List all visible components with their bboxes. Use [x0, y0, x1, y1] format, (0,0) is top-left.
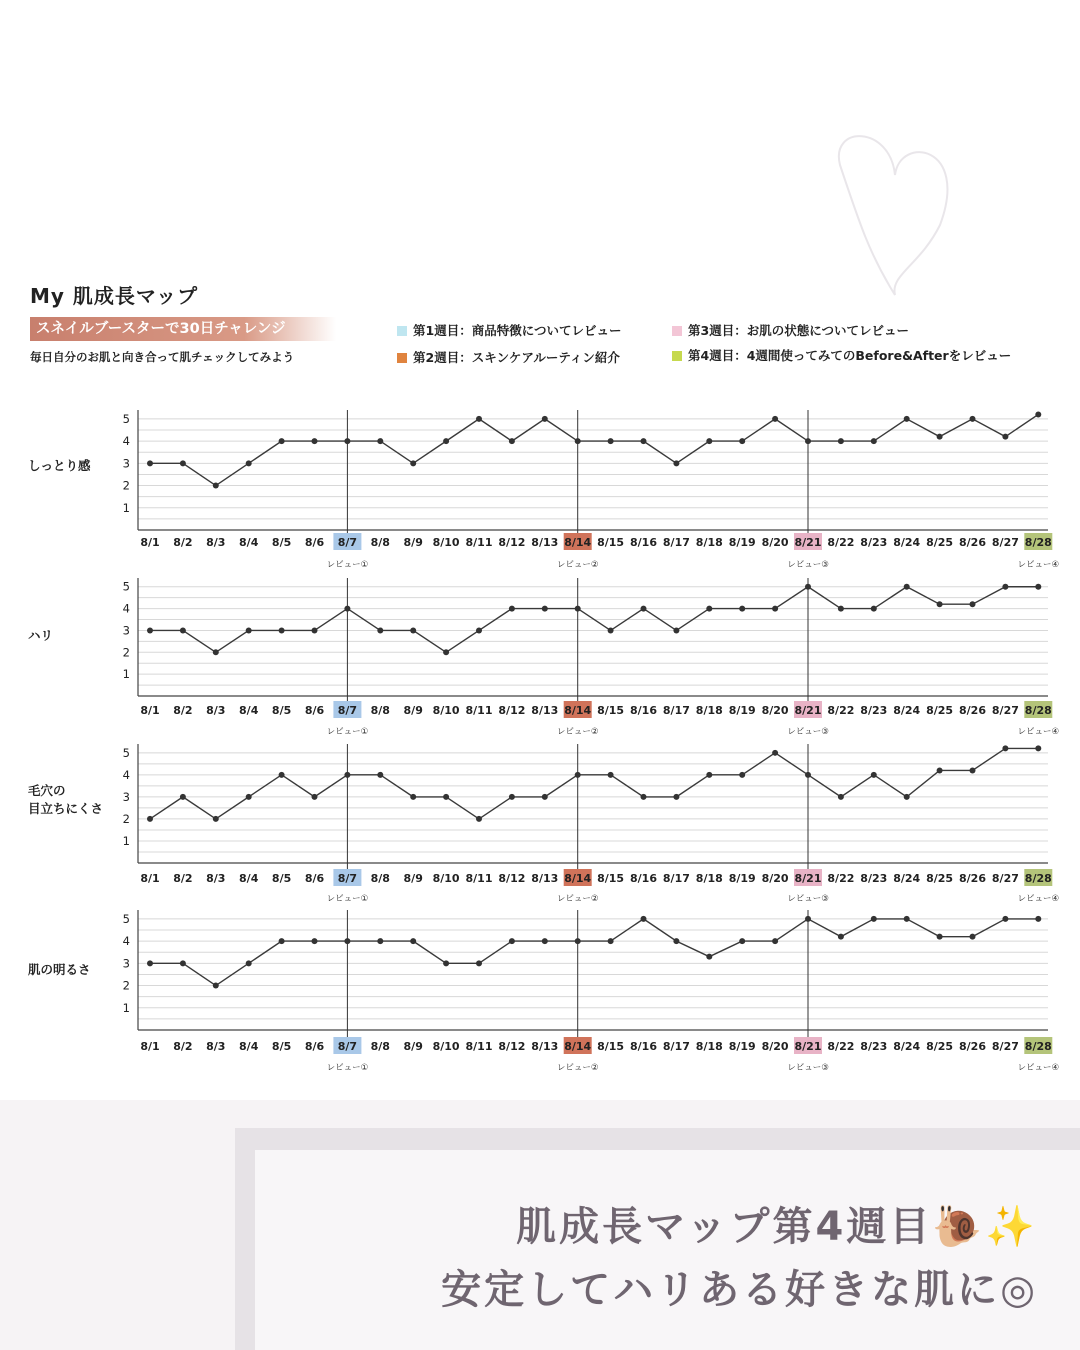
x-tick-label: 8/7: [337, 536, 358, 549]
data-point: [1002, 745, 1008, 751]
x-tick-label: 8/25: [926, 704, 954, 717]
x-tick-label: 8/15: [597, 1040, 625, 1053]
x-tick-label: 8/10: [432, 704, 460, 717]
x-tick-label: 8/18: [695, 872, 723, 885]
data-point: [871, 916, 877, 922]
review-label: レビュー②: [556, 894, 599, 904]
y-tick-label: 1: [122, 500, 130, 515]
x-tick-label: 8/8: [370, 704, 390, 717]
data-point: [904, 416, 910, 422]
data-point: [410, 460, 416, 466]
x-tick-label: 8/17: [662, 872, 690, 885]
data-point: [1002, 434, 1008, 440]
x-tick-label: 8/6: [304, 536, 325, 549]
x-tick-label: 8/14: [564, 1040, 592, 1053]
data-point: [246, 460, 252, 466]
x-tick-label: 8/13: [531, 536, 559, 549]
data-point: [443, 794, 449, 800]
x-tick-label: 8/12: [498, 536, 526, 549]
data-point: [673, 627, 679, 633]
y-tick-label: 2: [122, 978, 130, 993]
data-point: [1035, 411, 1041, 417]
x-tick-label: 8/4: [239, 536, 259, 549]
y-tick-label: 3: [122, 456, 130, 471]
x-tick-label: 8/11: [465, 872, 493, 885]
x-tick-label: 8/7: [337, 704, 358, 717]
data-point: [476, 416, 482, 422]
x-tick-label: 8/24: [893, 536, 921, 549]
x-tick-label: 8/12: [498, 704, 526, 717]
data-point: [673, 794, 679, 800]
data-point: [706, 954, 712, 960]
x-tick-label: 8/5: [271, 1040, 292, 1053]
x-tick-label: 8/24: [893, 1040, 921, 1053]
data-point: [772, 606, 778, 612]
legend-label-week2: 第2週目：スキンケアルーティン紹介: [413, 350, 620, 365]
data-point: [344, 606, 350, 612]
y-axis-label: 毛穴の: [28, 783, 66, 798]
message-line-2: 安定してハリある好きな肌に◎: [441, 1267, 1038, 1313]
page-title: My 肌成長マップ: [30, 284, 199, 308]
review-label: レビュー③: [787, 1063, 829, 1073]
x-tick-label: 8/22: [827, 872, 855, 885]
review-label: レビュー④: [1017, 894, 1060, 904]
data-point: [772, 750, 778, 756]
y-axis-label: ハリ: [28, 628, 54, 643]
x-tick-label: 8/19: [728, 704, 756, 717]
data-point: [608, 938, 614, 944]
x-tick-label: 8/22: [827, 1040, 855, 1053]
message-line-1: 肌成長マップ第4週目🐌✨: [516, 1204, 1038, 1250]
data-point: [377, 772, 383, 778]
data-point: [706, 772, 712, 778]
x-tick-label: 8/9: [403, 872, 423, 885]
y-tick-label: 5: [122, 745, 130, 760]
x-tick-label: 8/14: [564, 704, 592, 717]
data-point: [937, 767, 943, 773]
data-point: [805, 584, 811, 590]
data-point: [1002, 584, 1008, 590]
y-axis-label: 目立ちにくさ: [28, 801, 104, 816]
data-point: [344, 938, 350, 944]
data-point: [147, 460, 153, 466]
data-point: [377, 438, 383, 444]
data-point: [542, 938, 548, 944]
x-tick-label: 8/8: [370, 536, 390, 549]
x-tick-label: 8/1: [140, 704, 160, 717]
x-tick-label: 8/14: [564, 536, 592, 549]
data-point: [575, 606, 581, 612]
data-point: [542, 416, 548, 422]
data-point: [509, 794, 515, 800]
data-point: [1035, 584, 1041, 590]
review-label: レビュー①: [326, 560, 369, 570]
x-tick-label: 8/16: [630, 872, 657, 885]
x-tick-label: 8/6: [304, 872, 325, 885]
data-point: [246, 794, 252, 800]
data-point: [641, 794, 647, 800]
x-tick-label: 8/24: [893, 704, 921, 717]
data-point: [641, 916, 647, 922]
data-point: [904, 916, 910, 922]
y-tick-label: 3: [122, 623, 130, 638]
data-point: [970, 416, 976, 422]
x-tick-label: 8/16: [630, 704, 657, 717]
data-point: [542, 606, 548, 612]
data-point: [1035, 745, 1041, 751]
x-tick-label: 8/23: [860, 1040, 888, 1053]
x-tick-label: 8/16: [630, 1040, 657, 1053]
x-tick-label: 8/20: [761, 704, 789, 717]
review-label: レビュー②: [556, 560, 599, 570]
legend-label-week3: 第3週目：お肌の状態についてレビュー: [688, 323, 909, 338]
data-point: [838, 438, 844, 444]
x-tick-label: 8/13: [531, 704, 559, 717]
data-point: [344, 772, 350, 778]
x-tick-label: 8/14: [564, 872, 592, 885]
data-point: [904, 794, 910, 800]
x-tick-label: 8/20: [761, 1040, 789, 1053]
data-point: [608, 772, 614, 778]
data-point: [1002, 916, 1008, 922]
data-point: [180, 627, 186, 633]
x-tick-label: 8/3: [206, 536, 226, 549]
y-tick-label: 1: [122, 667, 130, 682]
data-point: [739, 606, 745, 612]
data-point: [772, 938, 778, 944]
x-tick-label: 8/12: [498, 1040, 526, 1053]
data-point: [279, 772, 285, 778]
data-point: [970, 767, 976, 773]
x-tick-label: 8/21: [794, 872, 822, 885]
data-point: [509, 438, 515, 444]
review-label: レビュー③: [787, 560, 829, 570]
data-point: [147, 960, 153, 966]
x-tick-label: 8/15: [597, 704, 625, 717]
data-point: [312, 438, 318, 444]
review-label: レビュー③: [787, 727, 829, 737]
x-tick-label: 8/28: [1024, 704, 1052, 717]
data-point: [805, 772, 811, 778]
x-tick-label: 8/2: [173, 1040, 193, 1053]
y-tick-label: 4: [122, 767, 130, 782]
y-tick-label: 4: [122, 601, 130, 616]
y-tick-label: 5: [122, 911, 130, 926]
x-tick-label: 8/4: [239, 872, 259, 885]
x-tick-label: 8/25: [926, 872, 954, 885]
x-tick-label: 8/3: [206, 704, 226, 717]
x-tick-label: 8/10: [432, 536, 460, 549]
x-tick-label: 8/19: [728, 536, 756, 549]
y-tick-label: 3: [122, 789, 130, 804]
data-point: [739, 938, 745, 944]
y-tick-label: 4: [122, 434, 130, 449]
data-point: [476, 627, 482, 633]
review-label: レビュー②: [556, 727, 599, 737]
data-point: [246, 960, 252, 966]
y-tick-label: 5: [122, 579, 130, 594]
x-tick-label: 8/20: [761, 872, 789, 885]
x-tick-label: 8/1: [140, 536, 160, 549]
data-point: [838, 934, 844, 940]
data-point: [410, 794, 416, 800]
data-point: [443, 649, 449, 655]
x-tick-label: 8/26: [959, 536, 986, 549]
data-point: [739, 438, 745, 444]
data-point: [312, 627, 318, 633]
data-point: [641, 438, 647, 444]
x-tick-label: 8/25: [926, 536, 954, 549]
data-point: [871, 606, 877, 612]
x-tick-label: 8/1: [140, 872, 160, 885]
x-tick-label: 8/12: [498, 872, 526, 885]
data-point: [476, 960, 482, 966]
x-tick-label: 8/9: [403, 536, 423, 549]
legend-label-week1: 第1週目：商品特徴についてレビュー: [413, 323, 622, 338]
data-point: [279, 438, 285, 444]
data-point: [805, 438, 811, 444]
x-tick-label: 8/16: [630, 536, 657, 549]
x-tick-label: 8/21: [794, 536, 822, 549]
y-tick-label: 2: [122, 645, 130, 660]
challenge-banner: スネイルブースターで30日チャレンジ: [30, 317, 336, 341]
data-point: [147, 627, 153, 633]
y-axis-label: しっとり感: [28, 458, 91, 473]
data-point: [213, 649, 219, 655]
review-label: レビュー①: [326, 894, 369, 904]
x-tick-label: 8/15: [597, 872, 625, 885]
y-tick-label: 5: [122, 411, 130, 426]
data-point: [312, 938, 318, 944]
x-tick-label: 8/3: [206, 872, 226, 885]
x-tick-label: 8/9: [403, 1040, 423, 1053]
data-point: [608, 627, 614, 633]
x-tick-label: 8/10: [432, 1040, 460, 1053]
x-tick-label: 8/6: [304, 704, 325, 717]
x-tick-label: 8/27: [991, 704, 1019, 717]
x-tick-label: 8/11: [465, 1040, 493, 1053]
review-label: レビュー③: [787, 894, 829, 904]
x-tick-label: 8/18: [695, 1040, 723, 1053]
x-tick-label: 8/22: [827, 536, 855, 549]
x-tick-label: 8/19: [728, 872, 756, 885]
data-point: [279, 627, 285, 633]
data-point: [443, 960, 449, 966]
data-point: [838, 606, 844, 612]
data-point: [937, 934, 943, 940]
data-point: [673, 460, 679, 466]
data-point: [312, 794, 318, 800]
x-tick-label: 8/3: [206, 1040, 226, 1053]
data-point: [970, 934, 976, 940]
x-tick-label: 8/23: [860, 536, 888, 549]
data-point: [575, 938, 581, 944]
data-point: [180, 794, 186, 800]
x-tick-label: 8/13: [531, 1040, 559, 1053]
y-tick-label: 2: [122, 811, 130, 826]
data-point: [147, 816, 153, 822]
x-tick-label: 8/26: [959, 1040, 986, 1053]
data-point: [805, 916, 811, 922]
data-point: [970, 601, 976, 607]
review-label: レビュー②: [556, 1063, 599, 1073]
instruction-caption: 毎日自分のお肌と向き合って肌チェックしてみよう: [30, 350, 295, 364]
review-label: レビュー④: [1017, 1063, 1060, 1073]
x-tick-label: 8/15: [597, 536, 625, 549]
data-point: [871, 438, 877, 444]
y-tick-label: 1: [122, 1000, 130, 1015]
x-tick-label: 8/5: [271, 536, 292, 549]
x-tick-label: 8/27: [991, 1040, 1019, 1053]
x-tick-label: 8/5: [271, 704, 292, 717]
x-tick-label: 8/4: [239, 1040, 259, 1053]
data-point: [246, 627, 252, 633]
x-tick-label: 8/9: [403, 704, 423, 717]
x-tick-label: 8/17: [662, 1040, 690, 1053]
y-tick-label: 4: [122, 934, 130, 949]
x-tick-label: 8/8: [370, 872, 390, 885]
data-point: [673, 938, 679, 944]
data-point: [641, 606, 647, 612]
x-tick-label: 8/7: [337, 1040, 358, 1053]
data-point: [838, 794, 844, 800]
x-tick-label: 8/26: [959, 704, 986, 717]
x-tick-label: 8/1: [140, 1040, 160, 1053]
x-tick-label: 8/23: [860, 704, 888, 717]
data-point: [937, 434, 943, 440]
y-tick-label: 1: [122, 833, 130, 848]
y-tick-label: 2: [122, 478, 130, 493]
x-tick-label: 8/27: [991, 536, 1019, 549]
x-tick-label: 8/17: [662, 704, 690, 717]
x-tick-label: 8/2: [173, 704, 193, 717]
x-tick-label: 8/8: [370, 1040, 390, 1053]
x-tick-label: 8/28: [1024, 536, 1052, 549]
data-point: [706, 606, 712, 612]
data-point: [509, 938, 515, 944]
x-tick-label: 8/18: [695, 704, 723, 717]
data-point: [344, 438, 350, 444]
data-point: [377, 938, 383, 944]
data-point: [377, 627, 383, 633]
data-point: [904, 584, 910, 590]
review-label: レビュー④: [1017, 727, 1060, 737]
review-label: レビュー④: [1017, 560, 1060, 570]
data-point: [608, 438, 614, 444]
data-point: [279, 938, 285, 944]
x-tick-label: 8/21: [794, 704, 822, 717]
y-tick-label: 3: [122, 956, 130, 971]
data-point: [871, 772, 877, 778]
x-tick-label: 8/23: [860, 872, 888, 885]
data-point: [509, 606, 515, 612]
x-tick-label: 8/28: [1024, 1040, 1052, 1053]
review-label: レビュー①: [326, 1063, 369, 1073]
x-tick-label: 8/28: [1024, 872, 1052, 885]
x-tick-label: 8/24: [893, 872, 921, 885]
x-tick-label: 8/2: [173, 872, 193, 885]
data-point: [410, 938, 416, 944]
x-tick-label: 8/10: [432, 872, 460, 885]
x-tick-label: 8/19: [728, 1040, 756, 1053]
data-point: [706, 438, 712, 444]
data-point: [443, 438, 449, 444]
x-tick-label: 8/25: [926, 1040, 954, 1053]
y-axis-label: 肌の明るさ: [28, 962, 91, 977]
data-point: [410, 627, 416, 633]
x-tick-label: 8/22: [827, 704, 855, 717]
review-label: レビュー①: [326, 727, 369, 737]
x-tick-label: 8/26: [959, 872, 986, 885]
x-tick-label: 8/4: [239, 704, 259, 717]
x-tick-label: 8/2: [173, 536, 193, 549]
data-point: [575, 438, 581, 444]
x-tick-label: 8/21: [794, 1040, 822, 1053]
x-tick-label: 8/18: [695, 536, 723, 549]
data-point: [180, 460, 186, 466]
data-point: [772, 416, 778, 422]
data-point: [542, 794, 548, 800]
x-tick-label: 8/27: [991, 872, 1019, 885]
data-point: [180, 960, 186, 966]
x-tick-label: 8/11: [465, 536, 493, 549]
x-tick-label: 8/13: [531, 872, 559, 885]
x-tick-label: 8/11: [465, 704, 493, 717]
data-point: [1035, 916, 1041, 922]
data-point: [213, 816, 219, 822]
data-point: [937, 601, 943, 607]
x-tick-label: 8/5: [271, 872, 292, 885]
x-tick-label: 8/6: [304, 1040, 325, 1053]
data-point: [575, 772, 581, 778]
data-point: [739, 772, 745, 778]
x-tick-label: 8/20: [761, 536, 789, 549]
x-tick-label: 8/17: [662, 536, 690, 549]
data-point: [213, 983, 219, 989]
data-point: [476, 816, 482, 822]
legend-label-week4: 第4週目：4週間使ってみてのBefore&Afterをレビュー: [688, 348, 1012, 363]
data-point: [213, 483, 219, 489]
x-tick-label: 8/7: [337, 872, 358, 885]
